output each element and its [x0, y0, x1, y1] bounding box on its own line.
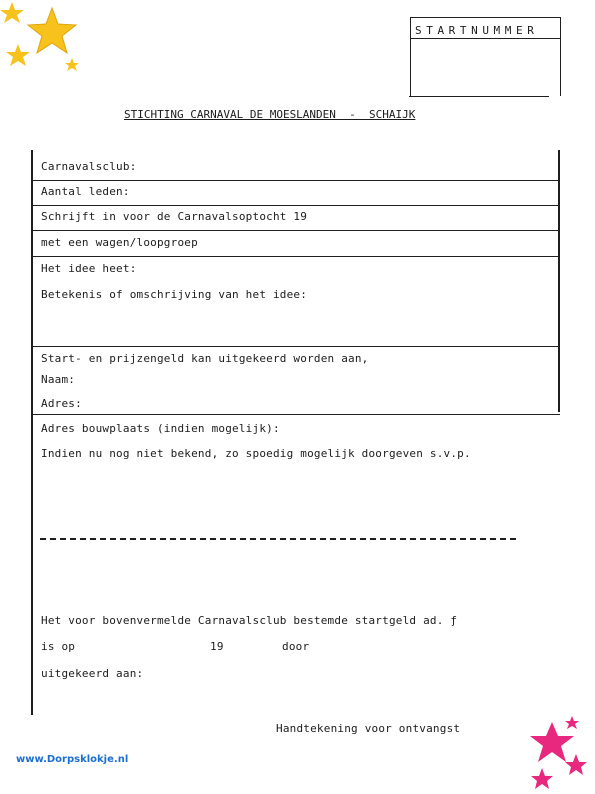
handtekening-label: Handtekening voor ontvangst	[276, 722, 461, 735]
dashed-separator	[40, 538, 516, 540]
betekenis-label: Betekenis of omschrijving van het idee:	[41, 288, 308, 301]
small-gold-star-icon	[0, 2, 24, 23]
startnummer-label: STARTNUMMER	[415, 24, 539, 37]
naam-label: Naam:	[41, 373, 76, 386]
schrijft-in-label: Schrijft in voor de Carnavalsoptocht 19	[41, 210, 308, 223]
row-divider	[31, 346, 560, 347]
gold-stars-decoration	[0, 0, 90, 80]
is-op-label: is op	[41, 640, 76, 653]
row-divider	[31, 230, 560, 231]
row-divider	[31, 414, 560, 415]
uitgekeerd-aan-label: uitgekeerd aan:	[41, 667, 144, 680]
row-divider	[31, 180, 560, 181]
small-pink-star-icon	[531, 768, 553, 789]
startnummer-box	[410, 17, 561, 96]
large-gold-star-icon	[28, 8, 76, 53]
small-gold-star-icon	[6, 44, 30, 66]
dorpsklokje-logo: www.Dorpsklokje.nl	[16, 754, 129, 765]
tiny-pink-star-icon	[565, 716, 579, 729]
row-divider	[31, 205, 560, 206]
door-label: door	[282, 640, 310, 653]
bouwplaats-label: Adres bouwplaats (indien mogelijk):	[41, 422, 280, 435]
form-right-border	[558, 150, 560, 412]
startnummer-bottom-line	[409, 96, 549, 97]
tiny-gold-star-icon	[65, 58, 79, 71]
startnummer-underline	[411, 38, 560, 39]
row-divider	[31, 256, 560, 257]
idee-heet-label: Het idee heet:	[41, 262, 137, 275]
wagen-loopgroep-label: met een wagen/loopgroep	[41, 236, 198, 249]
pink-stars-decoration	[520, 712, 595, 794]
adres-label: Adres:	[41, 397, 82, 410]
small-pink-star-icon	[565, 754, 587, 775]
form-left-border	[31, 150, 33, 715]
jaar-label: 19	[210, 640, 224, 653]
aantal-leden-label: Aantal leden:	[41, 185, 130, 198]
form-title: STICHTING CARNAVAL DE MOESLANDEN - SCHAIJK	[124, 108, 416, 121]
startgeld-label: Start- en prijzengeld kan uitgekeerd worden aan,	[41, 352, 369, 365]
carnavalsclub-label: Carnavalsclub:	[41, 160, 137, 173]
indien-note: Indien nu nog niet bekend, zo spoedig mogelijk doorgeven s.v.p.	[41, 447, 471, 460]
bestemde-startgeld-label: Het voor bovenvermelde Carnavalsclub bestemde startgeld ad. ƒ	[41, 614, 458, 627]
